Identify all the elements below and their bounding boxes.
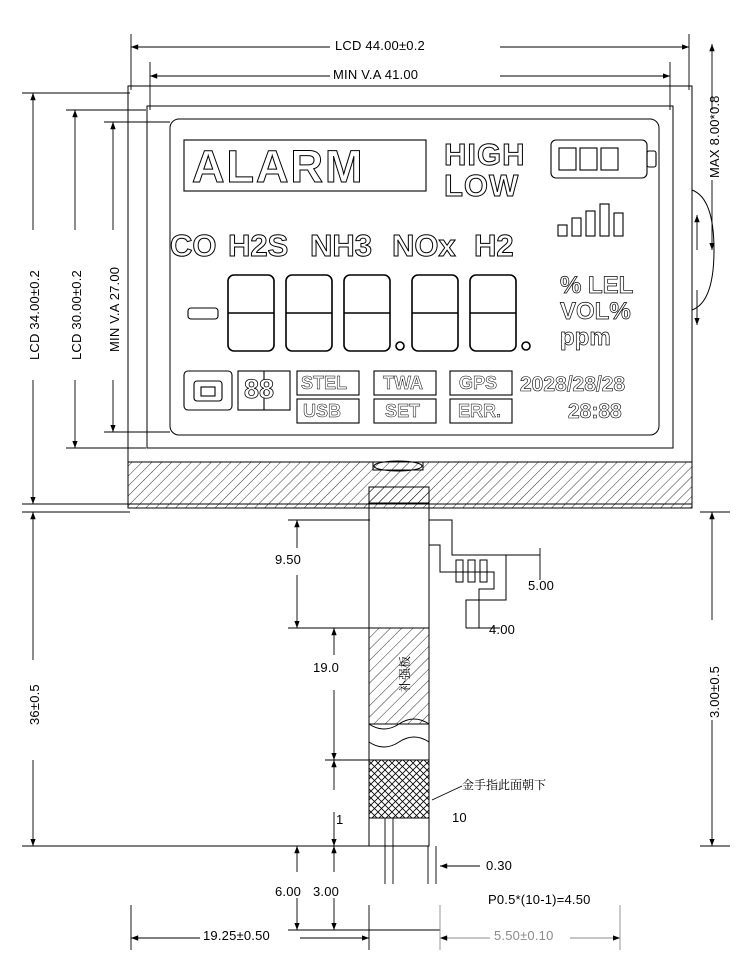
dim-19-0: 19.0 [313, 660, 340, 675]
dim-0-30: 0.30 [486, 858, 513, 873]
lcd-gas-nh3: NH3 [310, 228, 373, 263]
lcd-alarm-label: ALARM [192, 141, 365, 192]
lcd-unit-ppm: ppm [560, 324, 611, 351]
lcd-btn-err: ERR. [458, 401, 502, 421]
lcd-btn-stel: STEL [301, 373, 348, 393]
lcd-btn-twa: TWA [383, 373, 423, 393]
lcd-btn-usb: USB [303, 401, 342, 421]
lcd-high-label: HIGH [444, 137, 526, 172]
dim-1: 1 [336, 812, 344, 827]
dim-6-00: 6.00 [275, 884, 302, 899]
dim-pitch: P0.5*(10-1)=4.50 [488, 892, 591, 907]
lcd-unit-vol: VOL% [560, 298, 631, 325]
dim-bottom-width: 19.25±0.50 [203, 928, 270, 943]
lcd-low-label: LOW [444, 168, 520, 203]
lcd-gas-h2s: H2S [228, 228, 289, 263]
dim-min-va-width: MIN V.A 41.00 [333, 67, 419, 82]
dim-max-thickness: MAX 8.00*0.8 [707, 95, 722, 178]
lcd-time: 28:88 [568, 400, 622, 423]
lcd-two-digit: 88 [244, 374, 275, 404]
dim-step-4: 4.00 [489, 622, 516, 637]
dim-lcd-width: LCD 44.00±0.2 [335, 38, 425, 53]
lcd-gas-co: CO [170, 228, 217, 263]
dim-9-50: 9.50 [275, 552, 302, 567]
dim-3-00: 3.00 [313, 884, 340, 899]
note-gold-finger: 金手指此面朝下 [462, 778, 547, 792]
note-stiffener: 补强板 [398, 655, 412, 692]
dim-lcd-height: LCD 34.00±0.2 [27, 270, 42, 360]
lcd-btn-gps: GPS [459, 373, 498, 393]
lcd-unit-lel: % LEL [560, 272, 634, 299]
lcd-gas-nox: NOx [392, 228, 456, 263]
dim-bottom-tail-width: 5.50±0.10 [494, 928, 554, 943]
lcd-gas-h2: H2 [474, 228, 514, 263]
dim-step-5: 5.00 [528, 578, 555, 593]
dim-10: 10 [452, 810, 467, 825]
dim-overall-height: 36±0.5 [27, 684, 42, 725]
lcd-btn-set: SET [385, 401, 421, 421]
lcd-date: 2028/28/28 [520, 373, 626, 396]
dim-tail-thickness: 3.00±0.5 [707, 665, 722, 718]
dim-lcd-height-2: LCD 30.00±0.2 [69, 270, 84, 360]
dim-min-va-height: MIN V.A 27.00 [107, 266, 122, 352]
